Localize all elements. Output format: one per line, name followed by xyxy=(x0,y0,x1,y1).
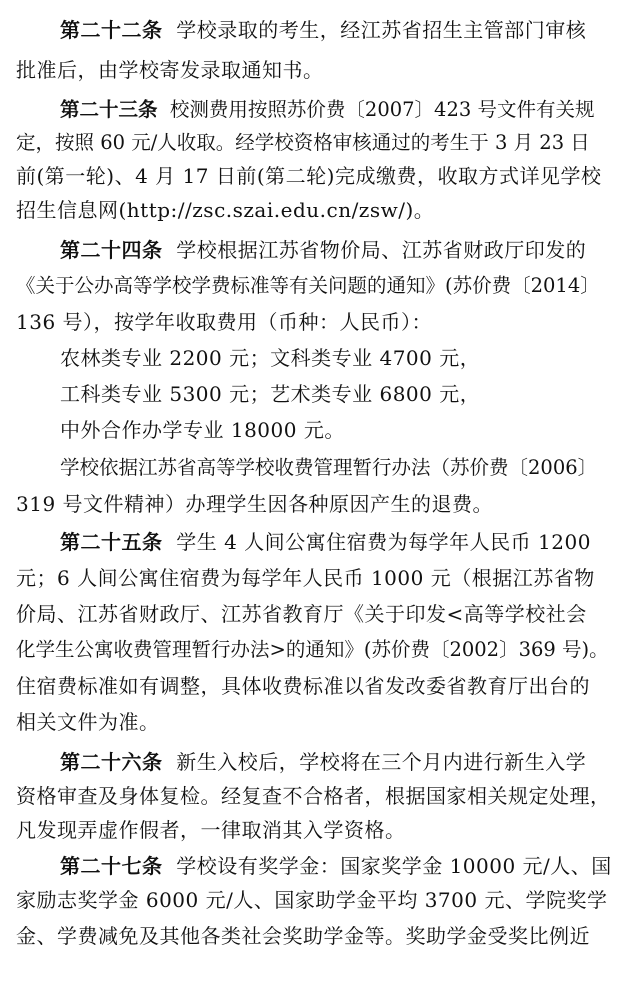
article-23-line-3: 前(第一轮)、4 月 17 日前(第二轮)完成缴费，收取方式详见学校 xyxy=(16,164,602,188)
article-26-line-1: 第二十六条 新生入校后，学校将在三个月内进行新生入学 xyxy=(60,750,587,774)
article-24-line-4: 农林类专业 2200 元；文科类专业 4700 元， xyxy=(60,346,481,370)
article-24-line-5: 工科类专业 5300 元；艺术类专业 6800 元， xyxy=(60,382,481,406)
article-24-line-2: 《关于公办高等学校学费标准等有关问题的通知》(苏价费〔2014〕 xyxy=(16,274,600,297)
article-23-line-1: 第二十三条 校测费用按照苏价费〔2007〕423 号文件有关规 xyxy=(60,98,595,121)
article-23-line-2: 定，按照 60 元/人收取。经学校资格审核通过的考生于 3 月 23 日 xyxy=(16,131,590,154)
article-27-heading: 第二十七条 xyxy=(60,854,163,878)
article-22-heading: 第二十二条 xyxy=(60,18,163,42)
article-26-heading: 第二十六条 xyxy=(60,750,163,774)
article-27-line-2: 家励志奖学金 6000 元/人、国家助学金平均 3700 元、学院奖学 xyxy=(16,888,608,912)
article-26-line-3: 凡发现弄虚作假者，一律取消其入学资格。 xyxy=(16,818,406,842)
article-25-line-2: 元；6 人间公寓住宿费为每学年人民币 1000 元（根据江苏省物 xyxy=(16,566,595,590)
article-23-line-4: 招生信息网(http://zsc.szai.edu.cn/zsw/)。 xyxy=(16,198,435,222)
article-24-line-1: 第二十四条 学校根据江苏省物价局、江苏省财政厅印发的 xyxy=(60,238,587,262)
article-25-line-3: 价局、江苏省财政厅、江苏省教育厅《关于印发<高等学校社会 xyxy=(16,602,587,626)
article-22-line-1: 第二十二条 学校录取的考生，经江苏省招生主管部门审核 xyxy=(60,18,587,42)
article-27-line-1: 第二十七条 学校设有奖学金：国家奖学金 10000 元/人、国 xyxy=(60,854,612,878)
article-27-line-3: 金、学费减免及其他各类社会奖助学金等。奖助学金受奖比例近 xyxy=(16,924,590,948)
article-26-line-2: 资格审查及身体复检。经复查不合格者，根据国家相关规定处理， xyxy=(16,784,611,808)
article-25-line-4: 化学生公寓收费管理暂行办法>的通知》(苏价费〔2002〕369 号)。 xyxy=(16,638,609,661)
article-25-heading: 第二十五条 xyxy=(60,530,163,554)
article-25-line-5: 住宿费标准如有调整，具体收费标准以省发改委省教育厅出台的 xyxy=(16,674,590,698)
article-22-line-2: 批准后，由学校寄发录取通知书。 xyxy=(16,58,324,82)
article-24-line-3: 136 号），按学年收取费用（币种：人民币）： xyxy=(16,310,433,334)
article-24-line-8: 319 号文件精神）办理学生因各种原因产生的退费。 xyxy=(16,492,494,516)
article-24-heading: 第二十四条 xyxy=(60,238,163,262)
article-24-line-7: 学校依据江苏省高等学校收费管理暂行办法（苏价费〔2006〕 xyxy=(60,456,598,479)
article-25-line-6: 相关文件为准。 xyxy=(16,710,160,734)
article-24-line-6: 中外合作办学专业 18000 元。 xyxy=(60,418,345,442)
article-25-line-1: 第二十五条 学生 4 人间公寓住宿费为每学年人民币 1200 xyxy=(60,530,591,554)
article-23-heading: 第二十三条 xyxy=(60,98,158,121)
